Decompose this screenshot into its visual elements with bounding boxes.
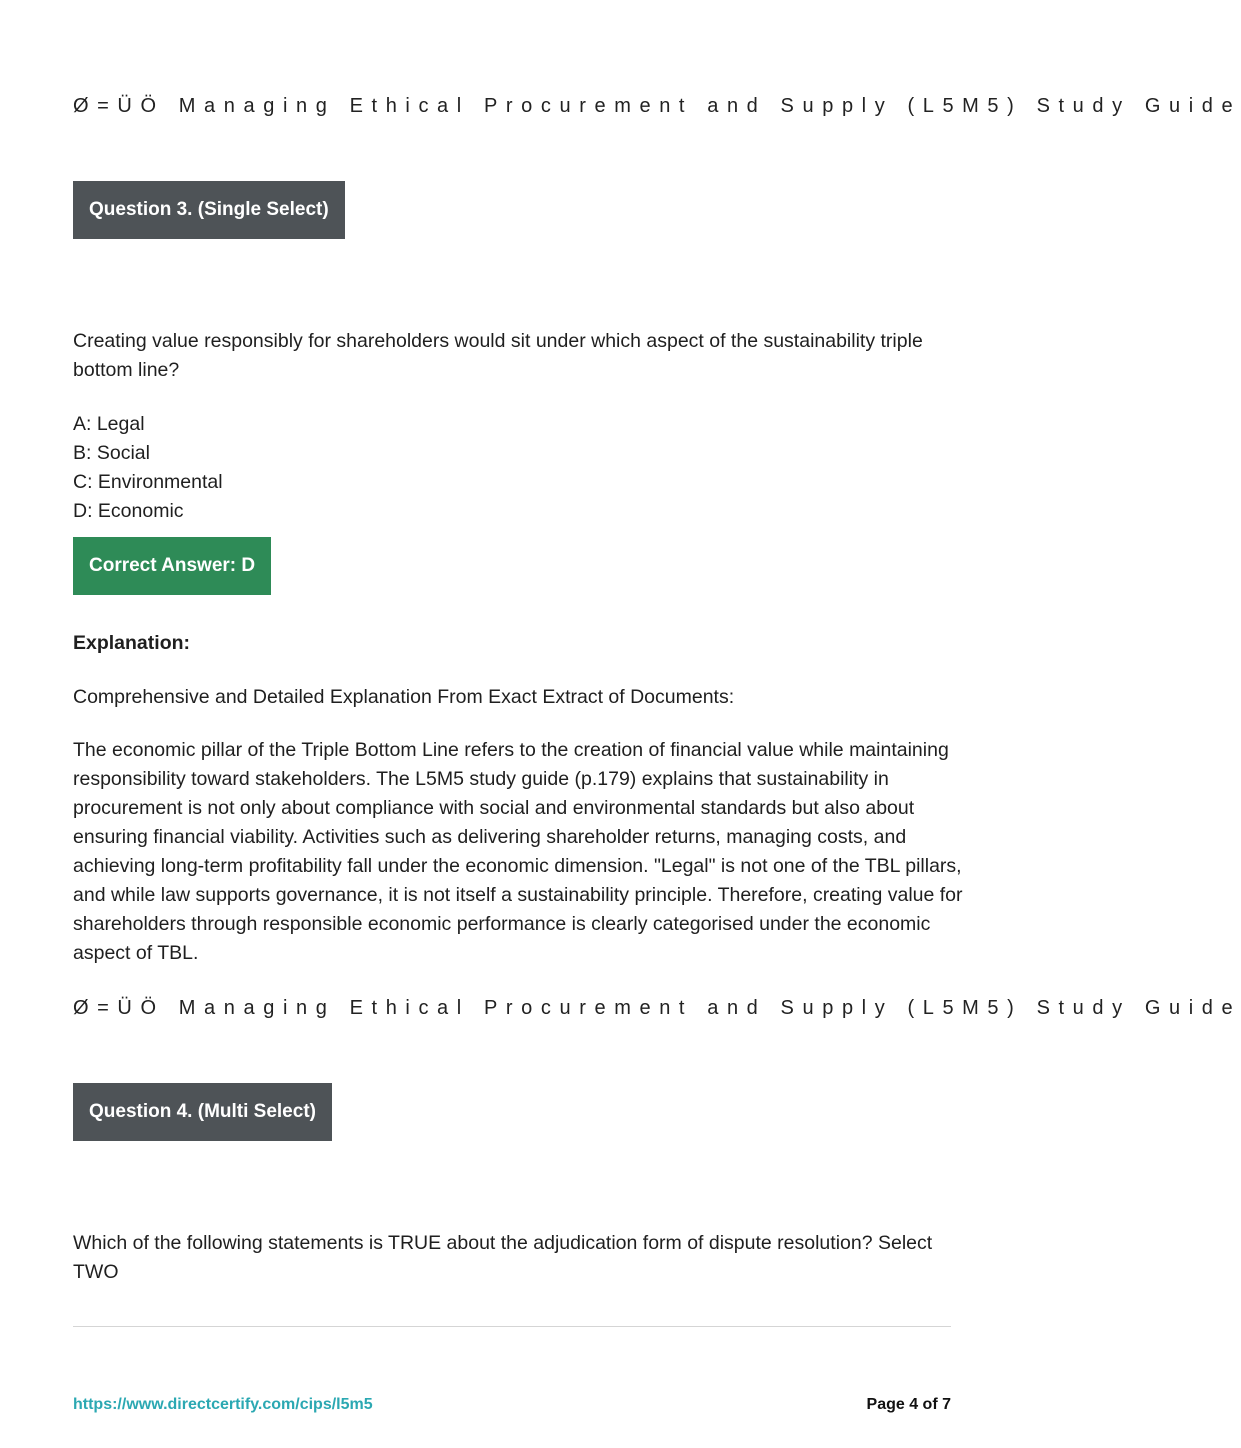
- question-3-options: [73, 410, 963, 526]
- explanation-heading: Explanation:: [73, 632, 191, 654]
- study-guide-banner: Ø=ÜÖ Managing Ethical Procurement and Supply (L5M5) Study Guide: [73, 95, 1241, 117]
- option-d: D: Economic: [73, 500, 184, 522]
- footer-divider: [73, 1326, 951, 1327]
- explanation-body: The economic pillar of the Triple Bottom Line refers to the creation of financial value while maintaining responsibility toward stakeholders. The L5M5 study guide (p.179) explains that sustainability in procurement is not only about compliance with social and environmental standards but also about ensuring financial viability. Activities such as delivering shareholder returns, managing costs, and achieving long-term profitability fall under the economic dimension. "Legal" is not one of the TBL pillars, and while law supports governance, it is not itself a sustainability principle. Therefore, creating value for shareholders through responsible economic performance is clearly categorised under the economic aspect of TBL.: [73, 739, 963, 964]
- question-3-text: Creating value responsibly for shareholders would sit under which aspect of the sustainability triple bottom line?: [73, 330, 923, 381]
- option-b: B: Social: [73, 442, 150, 464]
- study-guide-banner-2: Ø=ÜÖ Managing Ethical Procurement and Supply (L5M5) Study Guide: [73, 997, 1241, 1019]
- question-4-text: Which of the following statements is TRUE about the adjudication form of dispute resolution? Select TWO: [73, 1232, 933, 1283]
- explanation-intro: Comprehensive and Detailed Explanation From Exact Extract of Documents:: [73, 686, 735, 708]
- option-c: C: Environmental: [73, 471, 223, 493]
- question-4-label: Question 4. (Multi Select): [73, 1083, 332, 1141]
- question-3-label: Question 3. (Single Select): [73, 181, 345, 239]
- page-number: Page 4 of 7: [866, 1396, 951, 1413]
- correct-answer-badge: Correct Answer: D: [73, 537, 271, 595]
- option-a: A: Legal: [73, 413, 145, 435]
- footer-url-link[interactable]: https://www.directcertify.com/cips/l5m5: [73, 1396, 373, 1413]
